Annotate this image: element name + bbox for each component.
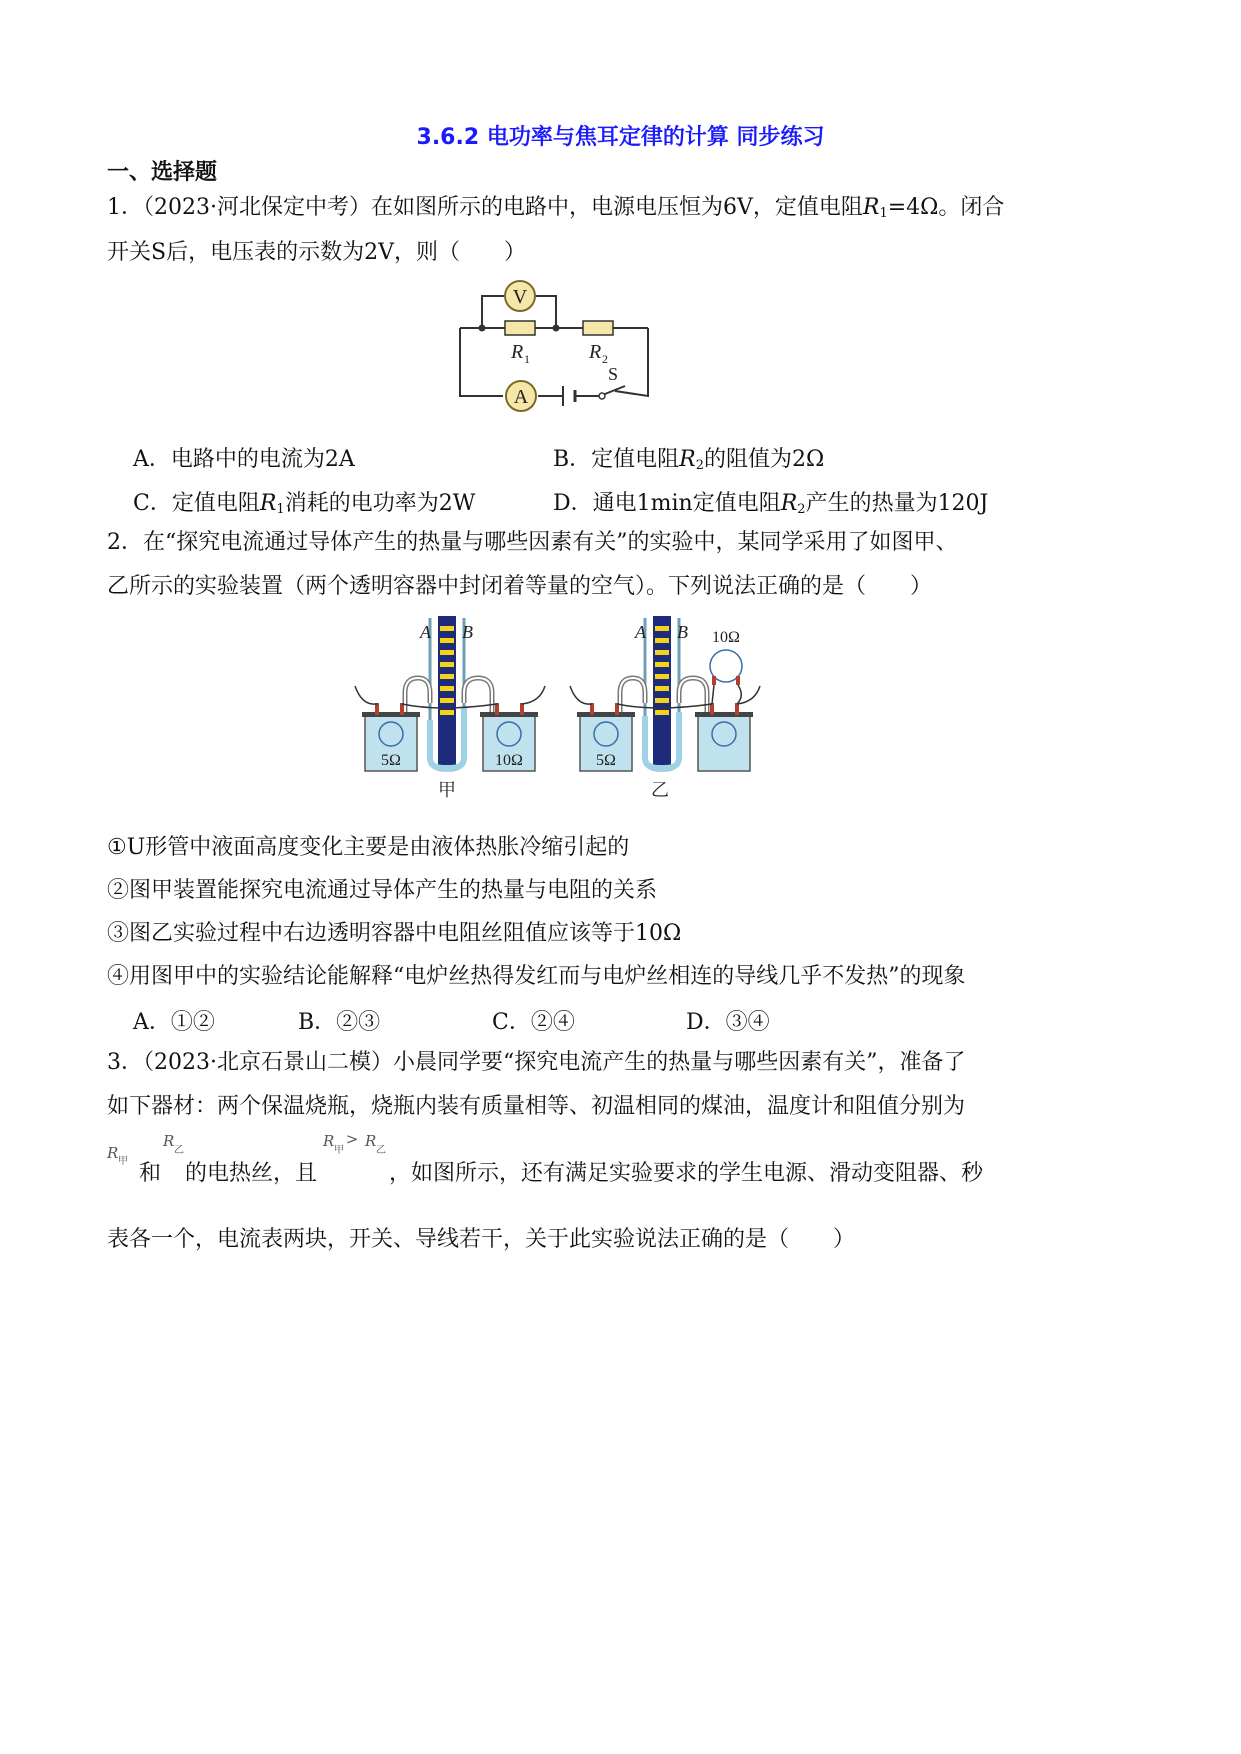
- left-r-5: 5Ω: [381, 752, 401, 769]
- q1-text: 1．（2023·河北保定中考）在如图所示的电路中，电源电压恒为6V，定值电阻: [107, 195, 863, 220]
- q2-apparatus-diagram: [350, 608, 770, 808]
- resistor-r1: [505, 321, 535, 335]
- q1-r-sub: 1: [879, 206, 888, 221]
- q1-option-b-pre: B．定值电阻: [553, 447, 680, 472]
- cmp-jia-sub: 甲: [334, 1145, 345, 1156]
- q1-option-b-post: 的阻值为2Ω: [704, 447, 825, 472]
- q1-option-b: [553, 442, 824, 473]
- left-label-a: A: [420, 622, 431, 642]
- ammeter-label: A: [513, 386, 529, 408]
- q2-option-b: B．②③: [298, 1010, 381, 1035]
- apparatus-jia: [355, 616, 545, 800]
- q3-mid: 的电热丝，且: [185, 1161, 318, 1186]
- r-yi-var: R: [163, 1132, 175, 1150]
- q3-line2: 如下器材：两个保温烧瓶，烧瓶内装有质量相等、初温相同的煤油，温度计和阻值分别为: [107, 1094, 966, 1119]
- q1-option-d-var: R: [780, 491, 798, 516]
- section-heading: 一、选择题: [107, 160, 218, 185]
- q1-option-d-pre: D．通电1min定值电阻: [553, 491, 781, 516]
- q1-option-d-sub: 2: [797, 502, 806, 517]
- q2-statement-3: ③图乙实验过程中右边透明容器中电阻丝阻值应该等于10Ω: [107, 921, 682, 946]
- r-yi-sub: 乙: [174, 1145, 185, 1156]
- switch-label: S: [608, 364, 619, 384]
- q1-option-c-pre: C．定值电阻: [133, 491, 260, 516]
- r1-label: R: [511, 341, 524, 363]
- q1-line2: 开关S后，电压表的示数为2V，则（ ）: [107, 240, 526, 265]
- right-r-10: 10Ω: [712, 629, 740, 646]
- q1-option-a: A．电路中的电流为2A: [133, 447, 355, 472]
- caption-yi: 乙: [651, 780, 669, 800]
- q3-line3-end: ，如图所示，还有满足实验要求的学生电源、滑动变阻器、秒: [389, 1161, 984, 1186]
- q2-statement-1: ①U形管中液面高度变化主要是由液体热胀冷缩引起的: [107, 835, 630, 860]
- r1-sub: 1: [524, 352, 530, 366]
- q3-line3: [107, 1130, 984, 1189]
- right-label-a: A: [635, 622, 646, 642]
- q2-line1: 2．在“探究电流通过导体产生的热量与哪些因素有关”的实验中，某同学采用了如图甲、: [107, 530, 958, 555]
- r2-label: R: [589, 341, 602, 363]
- cmp-gt: >: [341, 1130, 364, 1148]
- q3-line4: 表各一个，电流表两块，开关、导线若干，关于此实验说法正确的是（ ）: [107, 1227, 856, 1252]
- r-yi-expression: [161, 1132, 185, 1180]
- q1-option-c: [133, 486, 475, 517]
- q1-line1: [107, 193, 1004, 229]
- q1-circuit-diagram: [450, 276, 665, 416]
- cmp-r-jia: R: [323, 1132, 335, 1150]
- q2-option-c: C．②④: [492, 1010, 575, 1035]
- r2-sub: 2: [602, 352, 608, 366]
- page-title: 3.6.2 电功率与焦耳定律的计算 同步练习: [416, 125, 825, 150]
- container-right-inner: [698, 716, 750, 771]
- q1-option-b-var: R: [679, 447, 696, 472]
- q3-he: 和: [139, 1161, 162, 1186]
- q1-text-end: =4Ω。闭合: [887, 195, 1005, 220]
- q2-option-d: D．③④: [686, 1010, 770, 1035]
- left-label-b: B: [462, 622, 473, 642]
- q1-option-c-sub: 1: [276, 502, 285, 517]
- q2-statement-2: ②图甲装置能探究电流通过导体产生的热量与电阻的关系: [107, 878, 658, 903]
- resistor-r2: [583, 321, 613, 335]
- q1-option-b-sub: 2: [695, 458, 705, 473]
- r-jia-expression: [107, 1144, 139, 1180]
- r-compare-expression: [317, 1130, 389, 1180]
- q1-option-d-post: 产生的热量为120J: [805, 491, 989, 516]
- q1-option-c-var: R: [259, 491, 277, 516]
- right-r-5: 5Ω: [596, 752, 616, 769]
- r-jia-sub: 甲: [118, 1156, 128, 1167]
- cmp-r-yi: R: [365, 1132, 377, 1150]
- caption-jia: 甲: [438, 780, 456, 800]
- q1-r-var: R: [862, 195, 880, 220]
- q1-option-c-post: 消耗的电功率为2W: [284, 491, 476, 516]
- q3-line1: 3．（2023·北京石景山二模）小晨同学要“探究电流产生的热量与哪些因素有关”，准备了: [107, 1050, 966, 1075]
- apparatus-yi: [570, 616, 760, 800]
- right-label-b: B: [677, 622, 688, 642]
- q2-line2: 乙所示的实验装置（两个透明容器中封闭着等量的空气）。下列说法正确的是（ ）: [107, 574, 933, 599]
- r-jia-var: R: [107, 1144, 119, 1162]
- cmp-yi-sub: 乙: [376, 1145, 387, 1156]
- q2-statement-4: ④用图甲中的实验结论能解释“电炉丝热得发红而与电炉丝相连的导线几乎不发热”的现象: [107, 964, 966, 989]
- left-r-10: 10Ω: [495, 752, 523, 769]
- q2-option-a: A．①②: [133, 1010, 215, 1035]
- voltmeter-label: V: [512, 286, 528, 308]
- q1-option-d: [553, 486, 988, 517]
